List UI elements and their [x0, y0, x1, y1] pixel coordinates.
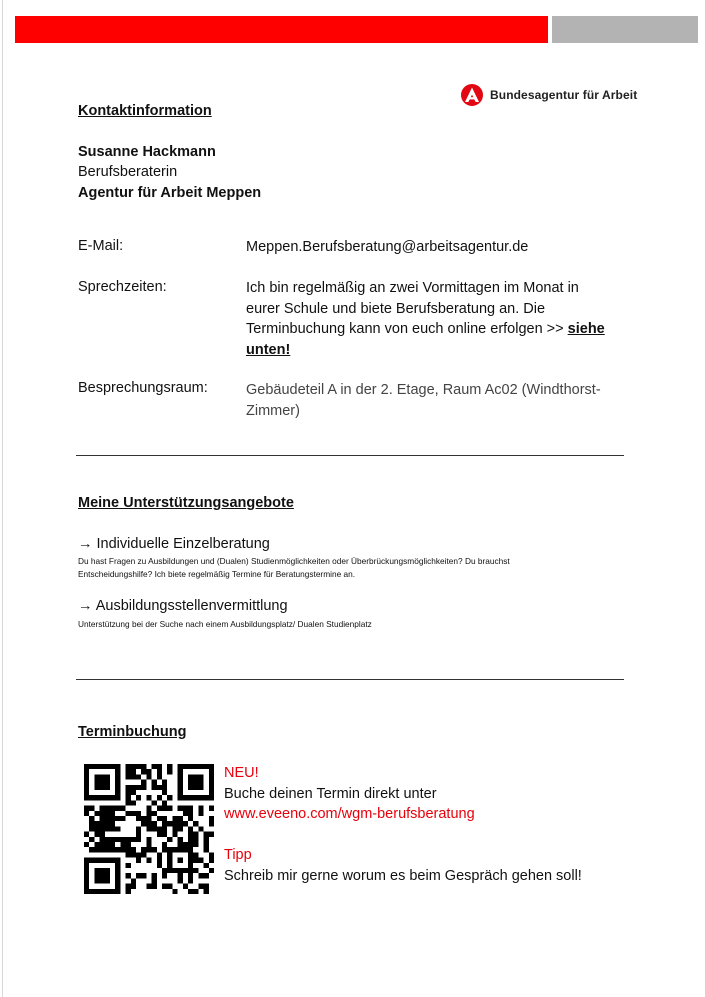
room-label: Besprechungsraum: — [78, 380, 208, 396]
booking-tip-label: Tipp — [224, 847, 252, 863]
offer-desc-consulting-line-2: Entscheidungshilfe? Ich biete regelmäßig Termine für Beratungstermine an. — [78, 568, 356, 579]
email-label: E-Mail: — [78, 238, 124, 254]
hours-line-1: Ich bin regelmäßig an zwei Vormittagen im Monat in — [246, 280, 579, 296]
room-line-1: Gebäudeteil A in der 2. Etage, Raum Ac02 (Windthorst- — [246, 382, 601, 398]
booking-heading: Terminbuchung — [78, 724, 187, 740]
divider-1 — [76, 455, 624, 456]
email-address[interactable]: Meppen.Berufsberatung@arbeitsagentur.de — [246, 239, 529, 255]
page-edge — [2, 0, 3, 997]
room-line-2: Zimmer) — [246, 402, 300, 419]
booking-line-1: Buche deinen Termin direkt unter — [224, 785, 437, 802]
offer-title-consulting: → Individuelle Einzelberatung — [78, 536, 270, 552]
offer-desc-consulting-line-1: Du hast Fragen zu Ausbildungen und (Dualen) Studienmöglichkeiten oder Überbrückungsmöglichkeiten? Du brauchst — [78, 556, 510, 566]
header-bar-grey — [552, 16, 698, 43]
contact-heading: Kontaktinformation — [78, 103, 212, 119]
offers-heading: Meine Unterstützungsangebote — [78, 495, 294, 511]
divider-2 — [76, 679, 624, 680]
contact-name: Susanne Hackmann — [78, 144, 216, 160]
hours-value — [246, 278, 624, 360]
booking-tip-text: Schreib mir gerne worum es beim Gespräch gehen soll! — [224, 867, 582, 884]
hours-line-3 — [246, 319, 624, 340]
hours-line-2: eurer Schule und biete Berufsberatung an. Die — [246, 300, 546, 317]
booking-url-link[interactable]: www.eveeno.com/wgm-berufsberatung — [224, 806, 475, 822]
offer-title-placement: → Ausbildungsstellenvermittlung — [78, 598, 288, 614]
offer-desc-placement: Unterstützung bei der Suche nach einem Ausbildungsplatz/ Dualen Studienplatz — [78, 619, 372, 629]
hours-line-3-text: Terminbuchung kann von euch online erfolgen >> — [246, 321, 568, 337]
offer-desc-consulting — [78, 555, 622, 580]
email-value[interactable] — [246, 237, 624, 258]
contact-role: Berufsberaterin — [78, 164, 178, 180]
header-bar-red — [15, 16, 548, 43]
see-below-link[interactable]: siehe — [567, 321, 605, 337]
contact-agency: Agentur für Arbeit Meppen — [78, 185, 262, 201]
qr-code-icon[interactable] — [84, 764, 214, 894]
agency-logo-text: Bundesagentur für Arbeit — [490, 88, 638, 102]
see-below-link-cont[interactable]: unten! — [246, 341, 291, 358]
room-value — [246, 380, 624, 421]
agency-logo — [461, 84, 637, 106]
booking-new-label: NEU! — [224, 765, 259, 781]
agency-logo-icon — [461, 84, 483, 106]
booking-text — [224, 763, 582, 886]
hours-label: Sprechzeiten: — [78, 279, 167, 295]
